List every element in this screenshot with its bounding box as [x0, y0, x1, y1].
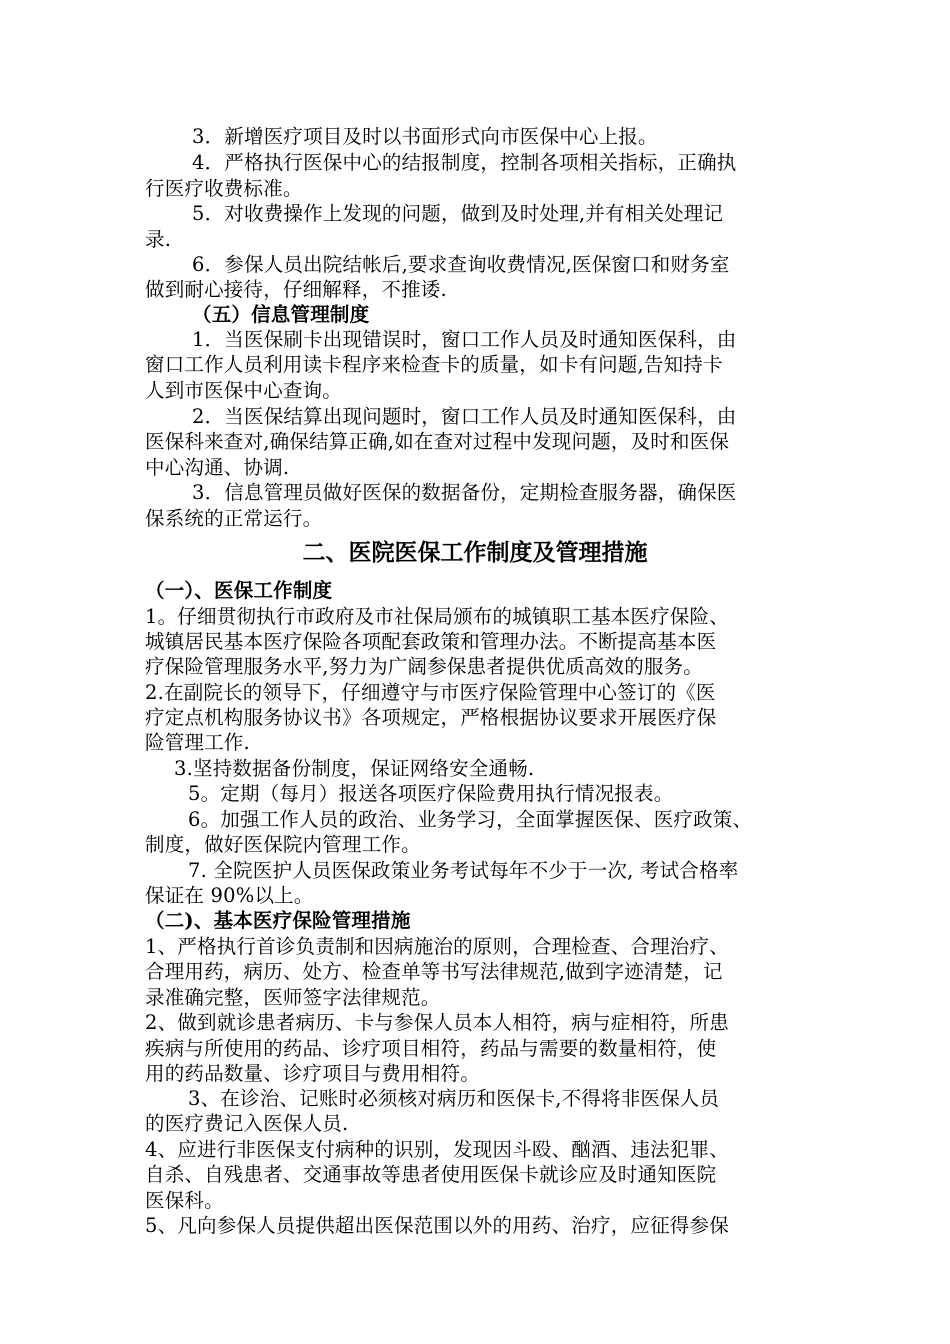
main-heading: 二、医院医保工作制度及管理措施: [302, 539, 648, 566]
text-line: 1、严格执行首诊负责制和因病施治的原则，合理检查、合理治疗、: [145, 935, 729, 958]
text-line: 自杀、自残患者、交通事故等患者使用医保卡就诊应及时通知医院: [145, 1163, 717, 1186]
text-line: 城镇居民基本医疗保险各项配套政策和管理办法。不断提高基本医: [145, 630, 717, 653]
text-line: 2、做到就诊患者病历、卡与参保人员本人相符，病与症相符，所患: [145, 1011, 729, 1034]
section-title: （五）信息管理制度: [192, 303, 370, 326]
text-line: 人到市医保中心查询。: [145, 379, 343, 402]
text-line: 的医疗费记入医保人员.: [145, 1112, 349, 1135]
text-line: 保系统的正常运行。: [145, 507, 323, 530]
text-line: 制度，做好医保院内管理工作。: [145, 833, 421, 856]
text-line: 2．当医保结算出现问题时，窗口工作人员及时通知医保科，由: [192, 405, 737, 428]
text-line: 5、凡向参保人员提供超出医保范围以外的用药、治疗，应征得参保: [145, 1214, 729, 1237]
text-line: 窗口工作人员利用读卡程序来检查卡的质量，如卡有问题,告知持卡: [145, 353, 723, 376]
text-line: 3.坚持数据备份制度，保证网络安全通畅.: [174, 757, 535, 780]
text-line: 4、应进行非医保支付病种的识别，发现因斗殴、酗酒、违法犯罪、: [145, 1138, 729, 1161]
text-line: 录准确完整，医师签字法律规范。: [145, 986, 441, 1009]
text-line: 3、在诊治、记账时必须核对病历和医保卡,不得将非医保人员: [188, 1087, 720, 1110]
text-line: 险管理工作.: [145, 731, 250, 754]
text-line: 2.在副院长的领导下，仔细遵守与市医疗保险管理中心签订的《医: [145, 681, 716, 704]
text-line: 3．新增医疗项目及时以书面形式向市医保中心上报。: [192, 125, 658, 148]
text-line: 录.: [145, 228, 172, 251]
text-line: 疾病与所使用的药品、诊疗项目相符，药品与需要的数量相符，使: [145, 1037, 717, 1060]
text-line: 合理用药，病历、处方、检查单等书写法律规范,做到字迹清楚，记: [145, 960, 723, 983]
section-title: （一）、医保工作制度: [145, 579, 333, 602]
section-title: （二)、基本医疗保险管理措施: [145, 909, 411, 932]
text-line: 1。仔细贯彻执行市政府及市社保局颁布的城镇职工基本医疗保险、: [145, 605, 729, 628]
text-line: 疗定点机构服务协议书》各项规定，严格根据协议要求开展医疗保: [145, 706, 717, 729]
text-line: 医保科来查对,确保结算正确,如在查对过程中发现问题，及时和医保: [145, 430, 730, 453]
text-line: 保证在 90%以上。: [145, 884, 314, 907]
text-line: 7. 全院医护人员医保政策业务考试每年不少于一次, 考试合格率: [188, 859, 739, 882]
text-line: 做到耐心接待，仔细解释，不推诿.: [145, 278, 447, 301]
text-line: 5。定期（每月）报送各项医疗保险费用执行情况报表。: [188, 782, 674, 805]
text-line: 3．信息管理员做好医保的数据备份，定期检查服务器，确保医: [192, 481, 737, 504]
text-line: 疗保险管理服务水平,努力为广阔参保患者提供优质高效的服务。: [145, 655, 703, 678]
text-line: 行医疗收费标准。: [145, 177, 303, 200]
text-line: 5．对收费操作上发现的问题，做到及时处理,并有相关处理记: [192, 202, 724, 225]
text-line: 医保科。: [145, 1189, 224, 1212]
text-line: 中心沟通、协调.: [145, 456, 290, 479]
text-line: 6。加强工作人员的政治、业务学习，全面掌握医保、医疗政策、: [188, 808, 753, 831]
text-line: 1．当医保刷卡出现错误时，窗口工作人员及时通知医保科，由: [192, 328, 737, 351]
text-line: 4．严格执行医保中心的结报制度，控制各项相关指标，正确执: [192, 151, 737, 174]
text-line: 用的药品数量、诊疗项目与费用相符。: [145, 1062, 480, 1085]
text-line: 6．参保人员出院结帐后,要求查询收费情况,医保窗口和财务室: [192, 253, 730, 276]
